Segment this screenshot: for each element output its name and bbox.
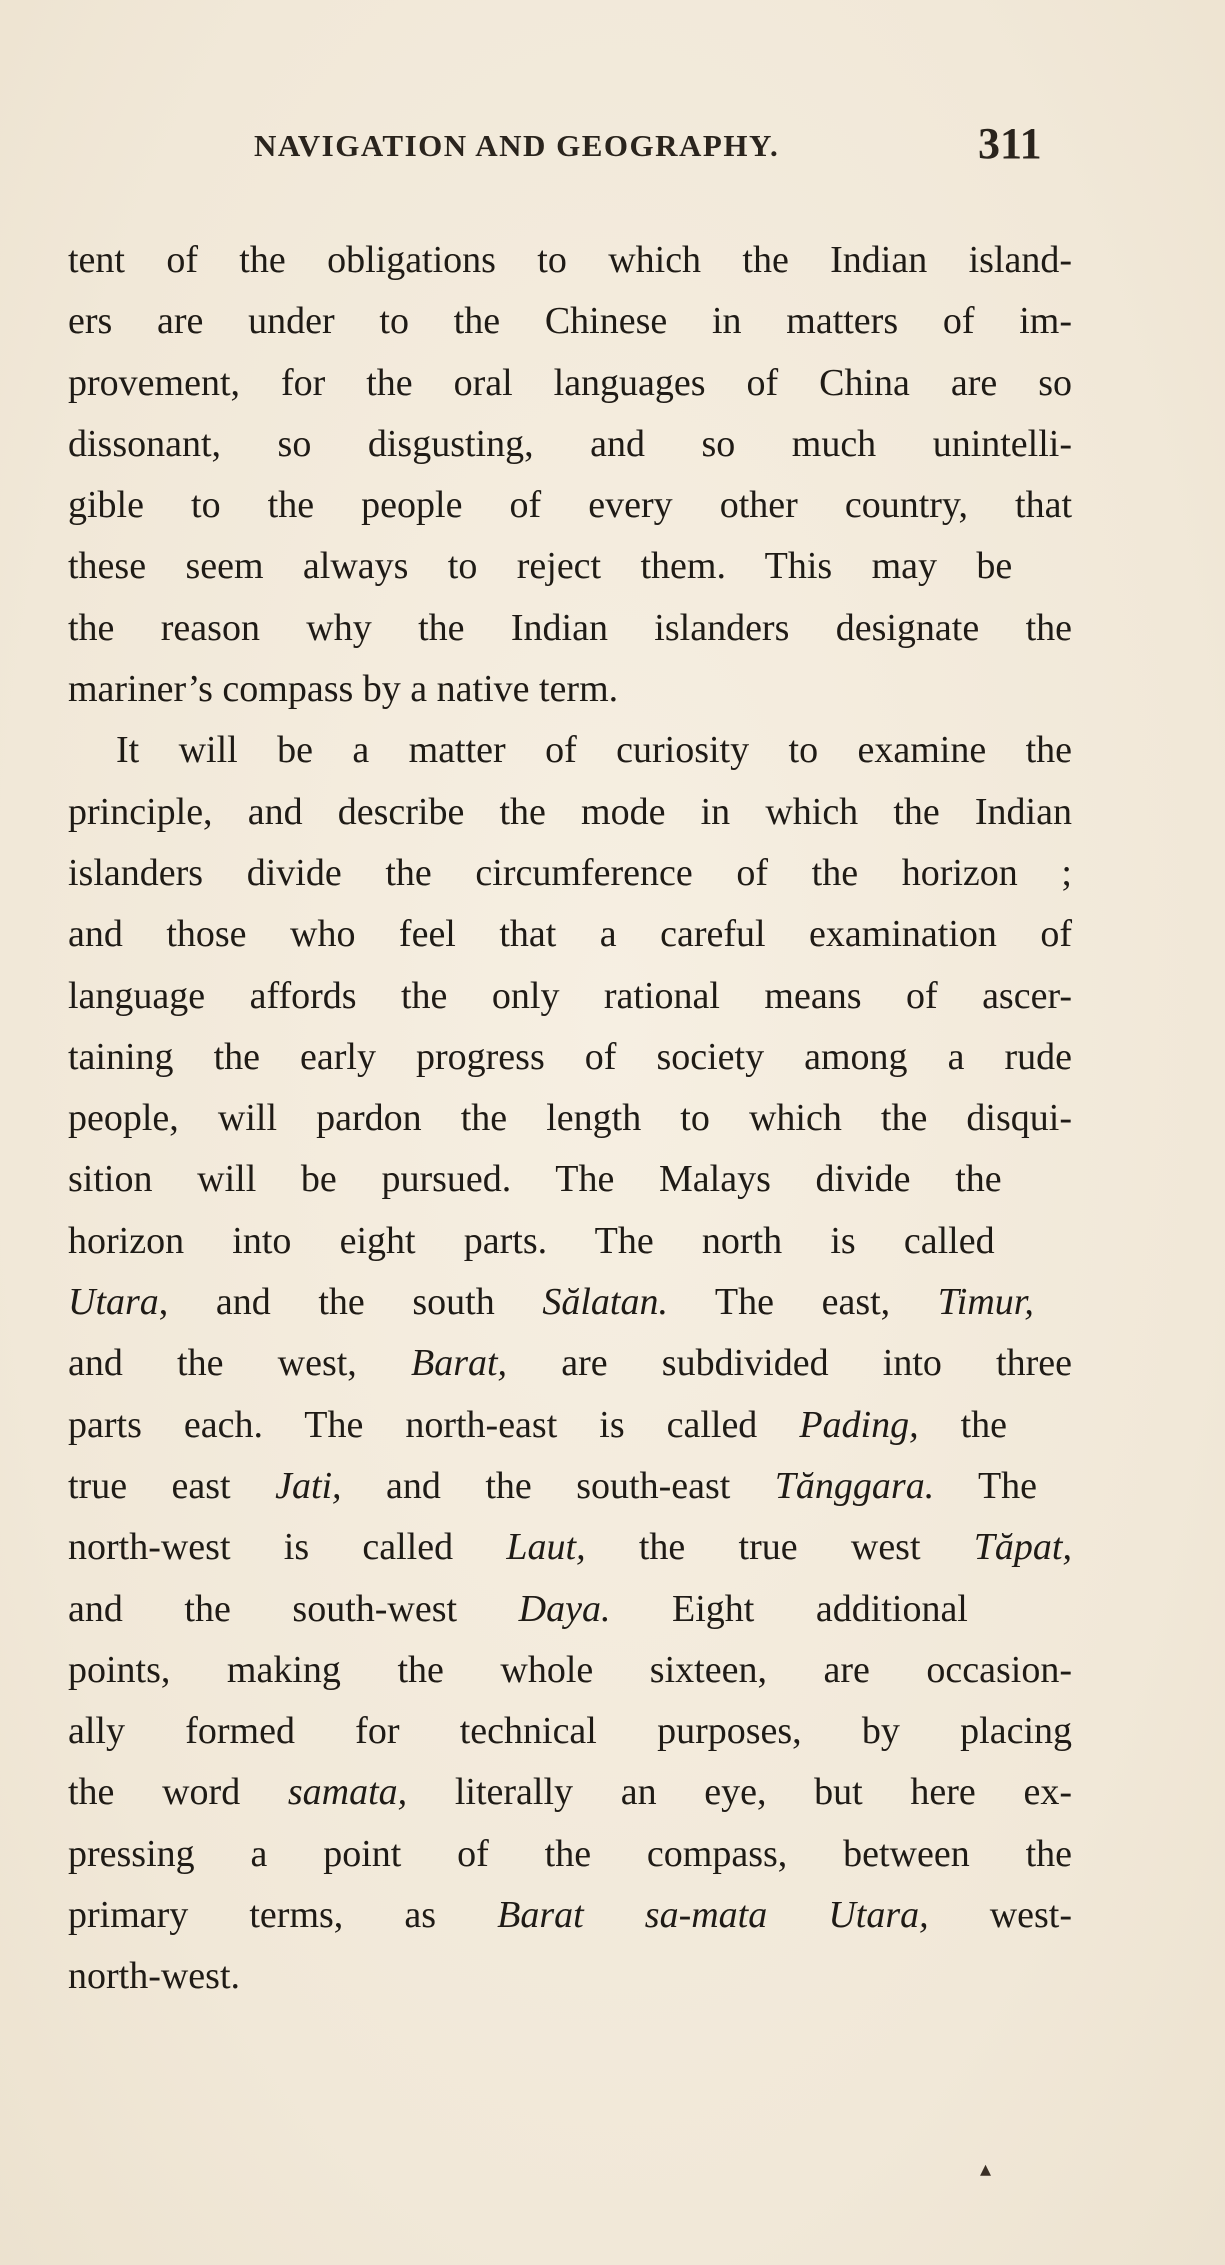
- text-line: [68, 1395, 1072, 1456]
- text-line: [68, 782, 1072, 843]
- text-line-content: [68, 1333, 1072, 1394]
- text-line: [68, 230, 1072, 291]
- text-segment: and the south-west: [68, 1587, 519, 1630]
- text-line-content: pressing a point of the compass, between the: [68, 1832, 1072, 1875]
- text-segment: primary terms, as: [68, 1894, 498, 1937]
- text-line: [68, 536, 1072, 597]
- text-line-content: mariner’s compass by a native term.: [68, 668, 619, 711]
- body-text: [68, 230, 1072, 2008]
- text-line-content: ers are under to the Chinese in matters of im-: [68, 300, 1072, 343]
- text-line: [68, 1517, 1072, 1578]
- running-head: NAVIGATION AND GEOGRAPHY.: [254, 128, 780, 163]
- text-segment: west-: [928, 1894, 1073, 1937]
- text-segment: parts each. The north-east is called: [68, 1403, 800, 1446]
- text-line: [68, 904, 1072, 965]
- text-line: [68, 1946, 1072, 2007]
- text-line-content: and those who feel that a careful examination of: [68, 913, 1072, 956]
- text-line-content: provement, for the oral languages of China are so: [68, 361, 1072, 404]
- text-line-content: tent of the obligations to which the Indian island-: [68, 239, 1072, 281]
- text-line: [68, 1333, 1072, 1394]
- italic-term: Laut,: [506, 1526, 586, 1569]
- text-line-content: [68, 1762, 1072, 1823]
- italic-term: Barat,: [411, 1342, 508, 1385]
- text-line-content: sition will be pursued. The Malays divide the: [68, 1158, 1002, 1201]
- text-line: [68, 291, 1072, 352]
- text-line-content: [68, 1395, 1007, 1456]
- text-line-content: gible to the people of every other country, that: [68, 484, 1072, 527]
- text-segment: and the west,: [68, 1342, 411, 1385]
- text-line: [68, 475, 1072, 536]
- text-line-content: [68, 1885, 1072, 1946]
- text-segment: Eight additional: [610, 1587, 968, 1630]
- text-line: [68, 966, 1072, 1027]
- text-line-content: [68, 1456, 1037, 1517]
- text-line: [68, 1149, 1072, 1210]
- italic-term: Utara: [68, 1281, 159, 1324]
- text-segment: literally an eye, but here ex-: [407, 1771, 1072, 1814]
- italic-term: Pading,: [799, 1403, 919, 1446]
- text-line: [68, 1579, 1072, 1640]
- text-line-content: islanders divide the circumference of the horizon ;: [68, 851, 1072, 894]
- italic-term: Daya.: [518, 1587, 611, 1630]
- text-line: [68, 1456, 1072, 1517]
- italic-term: Barat sa-mata Utara,: [497, 1894, 929, 1937]
- text-segment: The east,: [667, 1281, 938, 1324]
- text-segment: The: [934, 1464, 1038, 1507]
- text-line-content: It will be a matter of curiosity to examine the: [116, 729, 1072, 772]
- italic-term: Tăpat,: [973, 1526, 1072, 1569]
- text-line: [68, 659, 1072, 720]
- text-segment: north-west is called: [68, 1526, 507, 1569]
- italic-term: samata,: [287, 1771, 408, 1814]
- text-segment: , and the south: [158, 1281, 543, 1324]
- text-line-content: dissonant, so disgusting, and so much unintelli-: [68, 422, 1072, 465]
- text-line-content: taining the early progress of society among a rude: [68, 1035, 1072, 1078]
- text-segment: are subdivided into three: [507, 1342, 1073, 1385]
- page-number: 311: [978, 119, 1042, 168]
- text-line: [68, 1701, 1072, 1762]
- text-line-content: the reason why the Indian islanders designate the: [68, 606, 1072, 649]
- italic-term: Tănggara.: [774, 1464, 935, 1507]
- text-segment: true east: [68, 1464, 276, 1507]
- italic-term: Timur,: [937, 1281, 1034, 1324]
- text-segment: and the south-east: [341, 1464, 775, 1507]
- paragraph-start-line: [68, 720, 1072, 781]
- text-line: [68, 843, 1072, 904]
- text-line-content: [68, 1517, 1072, 1578]
- text-line-content: principle, and describe the mode in which the Indian: [68, 790, 1072, 833]
- text-line-content: these seem always to reject them. This may be: [68, 545, 1013, 588]
- text-line: [68, 598, 1072, 659]
- text-line-content: ally formed for technical purposes, by placing: [68, 1710, 1072, 1753]
- text-line: [68, 1885, 1072, 1946]
- text-line-content: north-west.: [68, 1955, 241, 1998]
- text-line-content: points, making the whole sixteen, are occasion-: [68, 1648, 1072, 1691]
- italic-term: Jati,: [275, 1464, 342, 1507]
- text-line: [68, 414, 1072, 475]
- text-line: [68, 1272, 1072, 1333]
- italic-term: Sălatan.: [542, 1281, 668, 1324]
- text-line: [68, 1027, 1072, 1088]
- text-segment: the true west: [585, 1526, 974, 1569]
- text-line: [68, 1762, 1072, 1823]
- text-line-content: [68, 1272, 1034, 1333]
- text-line-content: language affords the only rational means of ascer-: [68, 974, 1072, 1017]
- text-line: [68, 353, 1072, 414]
- text-segment: the: [918, 1403, 1008, 1446]
- text-segment: the word: [68, 1771, 288, 1814]
- text-line: [68, 1211, 1072, 1272]
- text-line-content: horizon into eight parts. The north is called: [68, 1219, 995, 1262]
- text-line: [68, 1824, 1072, 1885]
- printer-mark-icon: ▴: [980, 2156, 992, 2181]
- text-line-content: people, will pardon the length to which the disqui-: [68, 1097, 1072, 1140]
- text-line-content: [68, 1579, 968, 1640]
- text-line: [68, 1088, 1072, 1149]
- text-line: [68, 1640, 1072, 1701]
